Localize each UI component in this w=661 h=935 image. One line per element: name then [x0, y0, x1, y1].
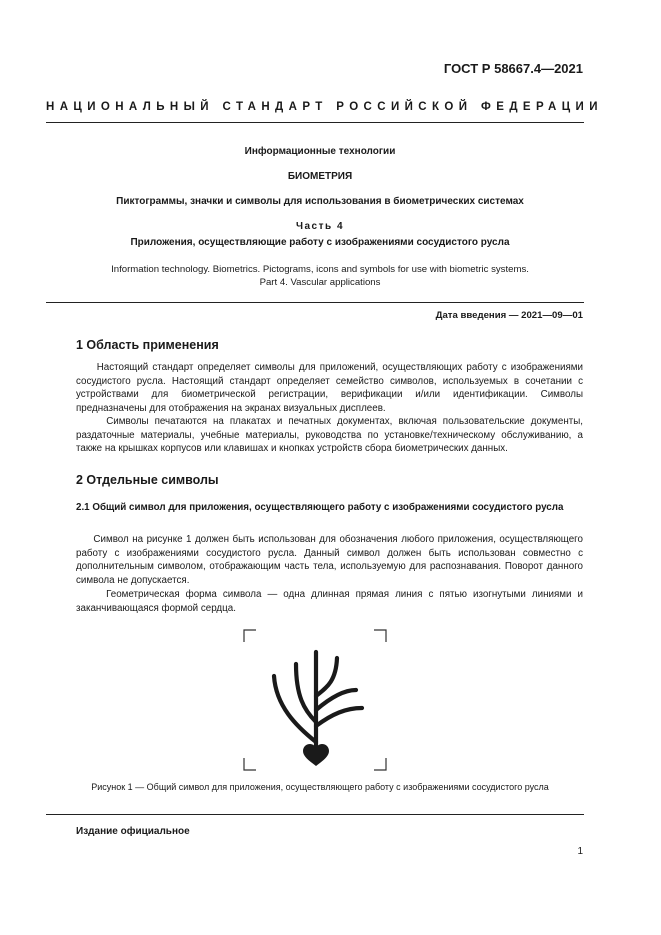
title-line-2: БИОМЕТРИЯ [287, 171, 353, 182]
title-part: Часть 4 [295, 221, 345, 232]
section-2-paragraph-2 [76, 588, 583, 615]
section-2-heading: 2 Отдельные символы [76, 473, 219, 487]
national-standard-banner: НАЦИОНАЛЬНЫЙ СТАНДАРТ РОССИЙСКОЙ ФЕДЕРАЦИИ [46, 101, 603, 113]
section-2-paragraph-1-text: Символ на рисунке 1 должен быть использован для обозначения любого приложения, осуществляющего работу с изображениями сосудистого русла. Данный символ должен быть использован совместно с дополнительным символом, отображающим часть тела, используемую для распознавания. Поворот данного символа не допускается. [76, 534, 583, 587]
footer-rule [46, 814, 584, 815]
section-2-paragraph-2-text: Геометрическая форма символа — одна длинная прямая линия с пятью изогнутыми линиями и заканчивающаяся формой сердца. [76, 589, 583, 614]
figure-1 [236, 624, 396, 776]
vascular-tree-icon [274, 652, 362, 766]
title-line-3: Пиктограммы, значки и символы для использования в биометрических системах [116, 196, 524, 207]
title-part-name: Приложения, осуществляющие работу с изображениями сосудистого русла [130, 237, 510, 248]
english-title-line-2: Part 4. Vascular applications [259, 277, 381, 288]
official-edition-label: Издание официальное [76, 826, 190, 837]
section-1-paragraph-1 [76, 361, 583, 416]
page-number: 1 [577, 846, 583, 857]
section-1-paragraph-2 [76, 415, 583, 456]
title-rule [46, 302, 584, 303]
section-1-paragraph-2-text: Символы печатаются на плакатах и печатных документах, включая пользовательские документы, раздаточные материалы, учебные материалы, руководства по установке/техническому обслуживанию, а также на крышках корпусов или клавишах и кнопках устройств сбора биометрических данных. [76, 416, 583, 455]
section-2-1-heading: 2.1 Общий символ для приложения, осуществляющего работу с изображениями сосудистого русла [76, 502, 564, 513]
figure-1-caption: Рисунок 1 — Общий символ для приложения, осуществляющего работу с изображениями сосудистого русла [91, 782, 549, 792]
header-rule [46, 122, 584, 123]
english-title-line-1: Information technology. Biometrics. Pictograms, icons and symbols for use with biometric systems. [111, 264, 529, 275]
introduction-date: Дата введения — 2021—09—01 [435, 310, 583, 321]
section-1-heading: 1 Область применения [76, 338, 219, 352]
title-line-1: Информационные технологии [244, 146, 396, 157]
section-1-paragraph-1-text: Настоящий стандарт определяет символы для приложений, осуществляющих работу с изображениями сосудистого русла. Настоящий стандарт определяет семейство символов, используемых в сочетании с устройствами для биометрической регистрации, верификации и/или идентификации. Символы предназначены для отображения на экранах визуальных дисплеев. [76, 362, 583, 415]
section-2-paragraph-1 [76, 533, 583, 588]
standard-number: ГОСТ Р 58667.4—2021 [443, 61, 583, 76]
